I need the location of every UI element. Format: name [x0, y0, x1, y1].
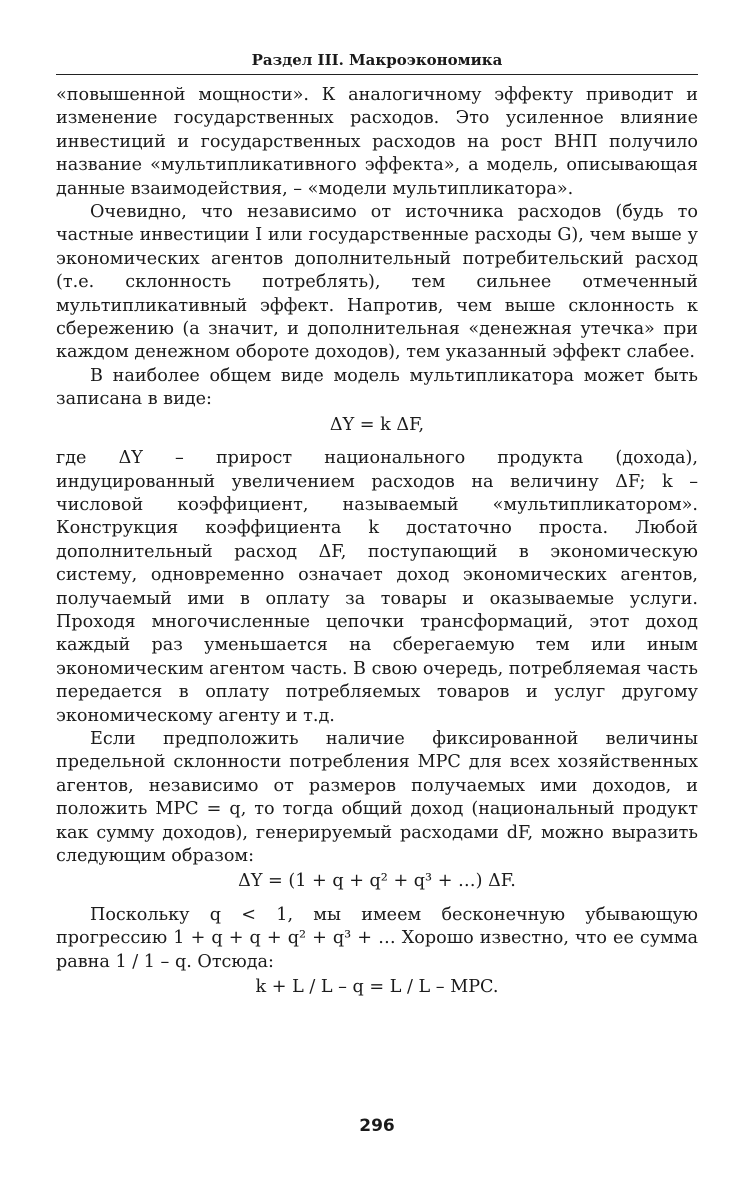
paragraph-1: «повышенной мощности». К аналогичному эффекту приводит и изменение государственных расходов. Это усиленное влияние инвестиций и государственных расходов на рост ВНП получило название «мультипликативного эффекта», а модель, описывающая данные взаимодействия, – «модели мультипликатора».	[56, 85, 698, 199]
page-number: 296	[359, 1116, 395, 1136]
paragraph-3: В наиболее общем виде модель мультипликатора может быть записана в виде:	[56, 365, 698, 410]
equation-series: ΔY = (1 + q + q² + q³ + …) ΔF.	[238, 871, 516, 892]
header-rule	[56, 74, 698, 75]
paragraph-4: где ΔY – прирост национального продукта (дохода), индуцированный увеличением расходов на величину ΔF; k – числовой коэффициент, называемый «мультипликатором». Конструкция коэффициента k достаточно проста. Любой дополнительный расход ΔF, поступающий в экономическую систему, одновременно означает доход экономических агентов, получаемый ими в оплату за товары и оказываемые услуги. Проходя многочисленные цепочки трансформаций, этот доход каждый раз уменьшается на сберегаемую тем или иным экономическим агентом часть. В свою очередь, потребляемая часть передается в оплату потребляемых товаров и услуг другому экономическому агенту и т.д.	[56, 448, 698, 726]
equation-multiplier: ΔY = k ΔF,	[329, 414, 425, 435]
paragraph-5: Если предположить наличие фиксированной величины предельной склонности потребления MPC для всех хозяйственных агентов, независимо от размеров получаемых ими доходов, и положить MPC = q, то тогда общий доход (национальный продукт как сумму доходов), генерируемый расходами dF, можно выразить следующим образом:	[56, 728, 698, 866]
paragraph-2: Очевидно, что независимо от источника расходов (будь то частные инвестиции I или государственные расходы G), чем выше у экономических агентов дополнительный потребительский расход (т.е. склонность потреблять), тем сильнее отмеченный мультипликативный эффект. Напротив, чем выше склонность к сбережению (а значит, и дополнительная «денежная утечка» при каждом денежном обороте доходов), тем указанный эффект слабее.	[56, 202, 698, 363]
equation-sum: k + L / L – q = L / L – MPC.	[255, 977, 499, 998]
running-header: Раздел III. Макроэкономика	[251, 51, 503, 69]
paragraph-6: Поскольку q < 1, мы имеем бесконечную убывающую прогрессию 1 + q + q + q² + q³ + … Хорошо известно, что ее сумма равна 1 / 1 – q. Отсюда:	[56, 904, 698, 972]
body-text	[56, 84, 698, 999]
